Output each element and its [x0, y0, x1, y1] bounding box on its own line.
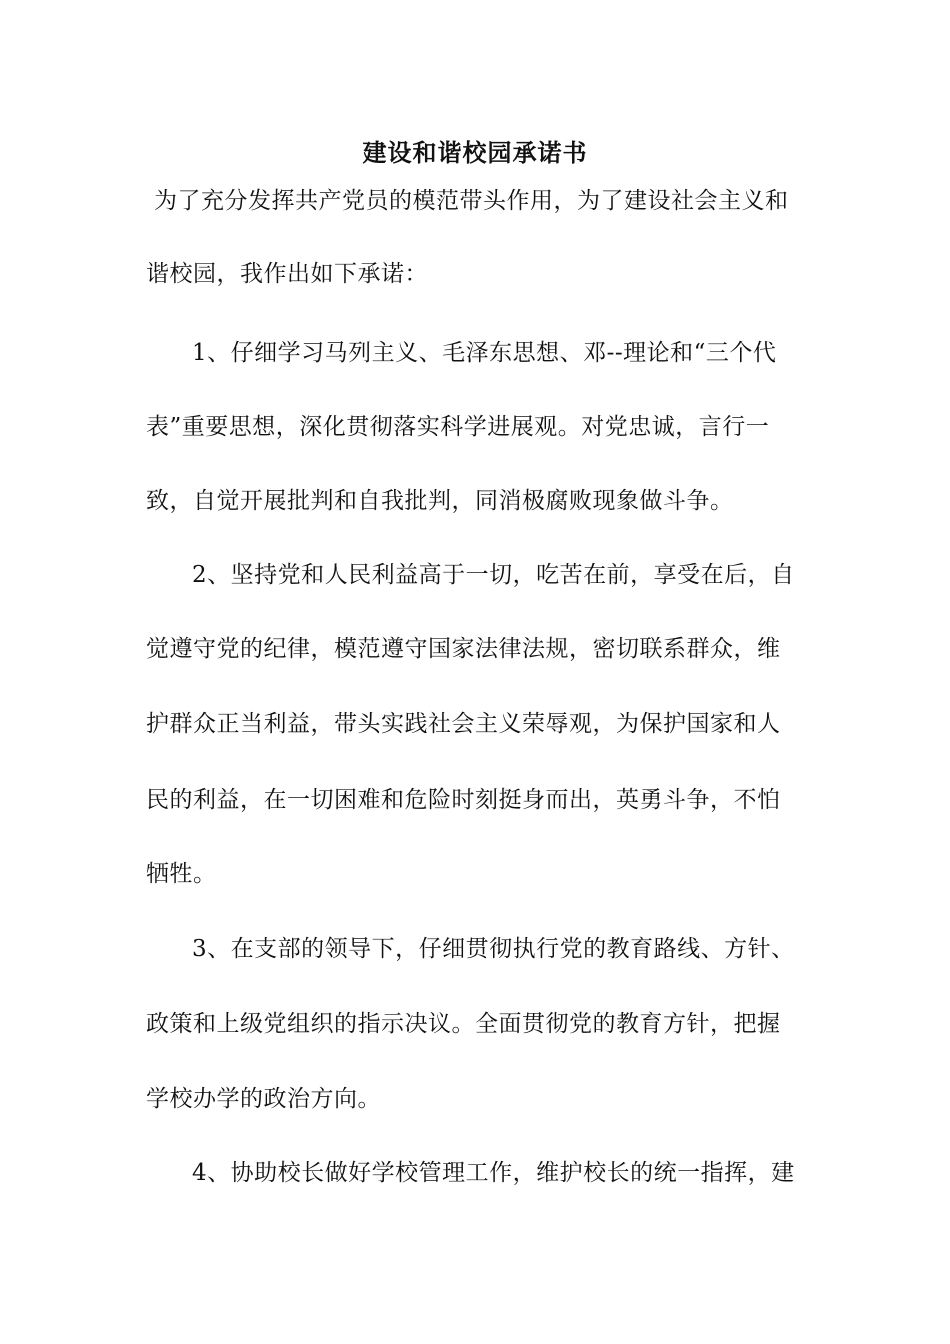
body-line: 政策和上级党组织的指示决议。全面贯彻党的教育方针，把握	[146, 1011, 781, 1037]
body-line: 谐校园，我作出如下承诺：	[146, 261, 428, 287]
body-line: 学校办学的政治方向。	[146, 1086, 381, 1112]
body-line: 3、在支部的领导下，仔细贯彻执行党的教育路线、方针、	[192, 936, 795, 962]
body-line: 2、坚持党和人民利益高于一切，吃苦在前，享受在后，自	[192, 562, 795, 588]
body-line: 为了充分发挥共产党员的模范带头作用，为了建设社会主义和	[154, 188, 789, 214]
body-line: 民的利益，在一切困难和危险时刻挺身而出，英勇斗争，不怕	[146, 787, 781, 813]
body-line: 表”重要思想，深化贯彻落实科学进展观。对党忠诚，言行一	[146, 414, 770, 440]
body-line: 觉遵守党的纪律，模范遵守国家法律法规，密切联系群众，维	[146, 636, 781, 662]
document-title: 建设和谐校园承诺书	[362, 138, 588, 167]
body-line: 1、仔细学习马列主义、毛泽东思想、邓--理论和“三个代	[192, 340, 777, 366]
body-line: 护群众正当利益，带头实践社会主义荣辱观，为保护国家和人	[146, 711, 781, 737]
body-line: 牺牲。	[146, 861, 217, 887]
body-line: 4、协助校长做好学校管理工作，维护校长的统一指挥，建	[192, 1160, 795, 1186]
body-line: 致，自觉开展批判和自我批判，同消极腐败现象做斗争。	[146, 488, 734, 514]
